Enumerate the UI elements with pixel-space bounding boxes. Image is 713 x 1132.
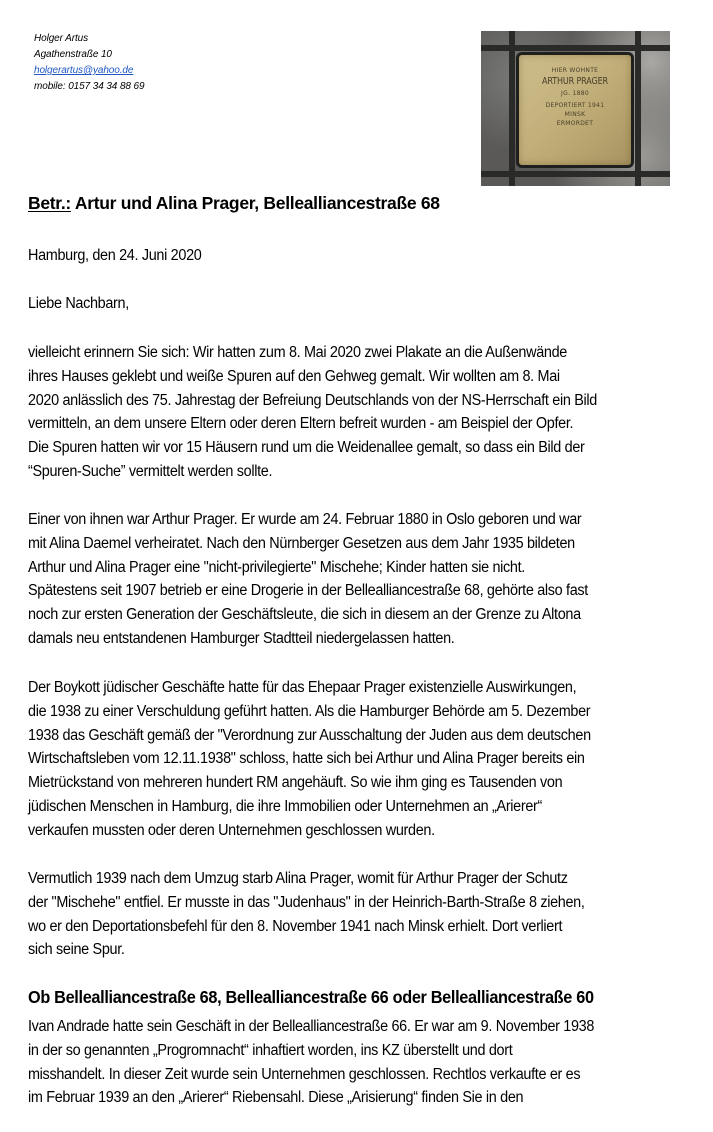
date-text: Hamburg, den 24. Juni 2020 — [28, 247, 202, 264]
paragraph-1 — [28, 341, 708, 484]
paragraph-line: ihres Hauses geklebt und weiße Spuren auf den Gehweg gemalt. Wir wollten am 8. Mai — [28, 367, 560, 385]
sender-email-link[interactable]: holgerartus@yahoo.de — [34, 65, 134, 76]
pavement-gap — [509, 31, 515, 186]
section-heading-text: Ob Bellealliancestraße 68, Bellealliancestraße 66 oder Bellealliancestraße 60 — [28, 987, 594, 1007]
plaque-name: ARTHUR PRAGER — [542, 76, 608, 87]
salutation-text: Liebe Nachbarn, — [28, 295, 129, 312]
subject-text: Artur und Alina Prager, Bellealliancestraße 68 — [70, 193, 440, 213]
paragraph-line: vielleicht erinnern Sie sich: Wir hatten zum 8. Mai 2020 zwei Plakate an die Außenwände — [28, 344, 567, 361]
paragraph-line: Spätestens seit 1907 betrieb er eine Drogerie in der Bellealliancestraße 68, gehörte also fast — [28, 582, 588, 600]
paragraph-line: Vermutlich 1939 nach dem Umzug starb Alina Prager, womit für Arthur Prager der Schutz — [28, 870, 568, 887]
paragraph-line: misshandelt. In dieser Zeit wurde sein Unternehmen geschlossen. Rechtlos verkaufte er es — [28, 1065, 581, 1083]
paragraph-line: “Spuren-Suche” vermittelt werden sollte. — [28, 462, 273, 480]
date-line — [28, 244, 215, 268]
paragraph-line: in der so genannten „Progromnacht“ inhaftiert worden, ins KZ überstellt und dort — [28, 1041, 513, 1059]
paragraph-line: jüdischen Menschen in Hamburg, die ihre Immobilien oder Unternehmen an „Arierer“ — [28, 797, 542, 815]
paragraph-4 — [28, 867, 708, 962]
paragraph-line: Mietrückstand von mehreren hundert RM angehäuft. So wie ihm ging es Tausenden von — [28, 774, 563, 792]
paragraph-line: damals neu entstandenen Hamburger Stadtteil niedergelassen hatten. — [28, 629, 455, 647]
paragraph-line: vermitteln, an dem unsere Eltern oder deren Eltern befreit wurden - am Beispiel der Opfer. — [28, 415, 574, 433]
paragraph-line: Ivan Andrade hatte sein Geschäft in der Bellealliancestraße 66. Er war am 9. November 1938 — [28, 1018, 595, 1035]
plaque-line: JG. 1880 — [561, 90, 589, 97]
salutation — [28, 292, 137, 316]
paragraph-line: Einer von ihnen war Arthur Prager. Er wurde am 24. Februar 1880 in Oslo geboren und war — [28, 511, 582, 528]
paragraph-line: mit Alina Daemel verheiratet. Nach den Nürnberger Gesetzen aus dem Jahr 1935 bildeten — [28, 534, 575, 552]
plaque-line: HIER WOHNTE — [551, 67, 599, 74]
paragraph-2 — [28, 508, 708, 651]
sender-mobile: mobile: 0157 34 34 88 69 — [34, 81, 145, 92]
paragraph-line: 2020 anlässlich des 75. Jahrestag der Befreiung Deutschlands von der NS-Herrschaft ein Bild — [28, 391, 597, 409]
sender-name: Holger Artus — [34, 33, 89, 44]
paragraph-line: die 1938 zu einer Verschuldung geführt hatten. Als die Hamburger Behörde am 5. Dezember — [28, 702, 591, 720]
sender-address-block — [34, 31, 144, 95]
section-heading — [28, 987, 636, 1008]
plaque-line: DEPORTIERT 1941 — [545, 102, 605, 109]
paragraph-line: Der Boykott jüdischer Geschäfte hatte für das Ehepaar Prager existenzielle Auswirkungen, — [28, 679, 577, 696]
paragraph-line: 1938 das Geschäft gemäß der "Verordnung zur Ausschaltung der Juden aus dem deutschen — [28, 726, 591, 744]
paragraph-line: sich seine Spur. — [28, 941, 125, 959]
paragraph-line: Arthur und Alina Prager eine "nicht-privilegierte" Mischehe; Kinder hatten sie nicht. — [28, 558, 525, 576]
paragraph-line: verkaufen mussten oder deren Unternehmen geschlossen wurden. — [28, 821, 435, 839]
paragraph-line: Die Spuren hatten wir vor 15 Häusern rund um die Weidenallee gemalt, so dass ein Bild der — [28, 439, 585, 457]
brass-plaque — [519, 55, 631, 165]
sender-street: Agathenstraße 10 — [34, 49, 112, 60]
paragraph-line: der "Mischehe" entfiel. Er musste in das "Judenhaus" in der Heinrich-Barth-Straße 8 ziehen, — [28, 893, 585, 911]
stolperstein-photo — [481, 31, 670, 186]
paragraph-line: noch zur ersten Generation der Geschäftsleute, die sich in diesem an der Grenze zu Altona — [28, 606, 581, 624]
paragraph-line: im Februar 1939 an den „Arierer“ Riebensahl. Diese „Arisierung“ finden Sie in den — [28, 1089, 524, 1107]
paragraph-line: wo er den Deportationsbefehl für den 8. November 1941 nach Minsk erhielt. Dort verliert — [28, 917, 563, 935]
plaque-line: MINSK — [564, 111, 586, 118]
paragraph-3 — [28, 676, 708, 843]
section-2-paragraph — [28, 1015, 708, 1110]
paragraph-line: Wirtschaftsleben vom 12.11.1938" schloss, hatte sich bei Arthur und Alina Prager bereits ein — [28, 750, 585, 768]
plaque-line: ERMORDET — [556, 120, 594, 127]
subject-label: Betr.: — [28, 193, 71, 213]
subject-line — [28, 193, 440, 214]
pavement-gap — [635, 31, 641, 186]
